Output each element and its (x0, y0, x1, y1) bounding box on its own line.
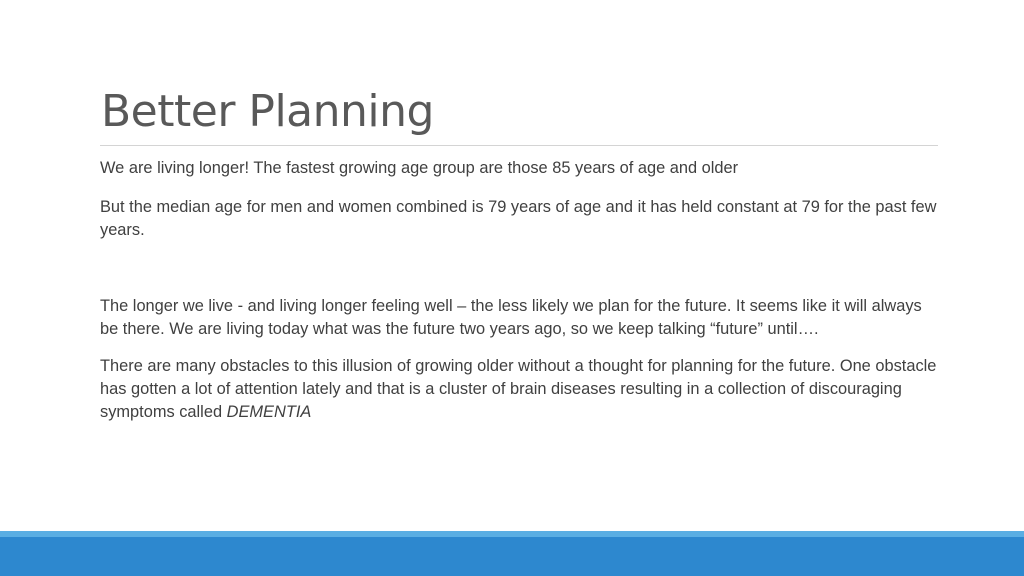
title-divider (100, 145, 938, 146)
slide-body (100, 157, 938, 424)
slide-title: Better Planning (101, 86, 434, 137)
footer-accent-bar (0, 537, 1024, 576)
paragraph-4-text: There are many obstacles to this illusion of growing older without a thought for planning for the future. One obstacle has gotten a lot of attention lately and that is a cluster of brain diseases resulting in a collection of discouraging symptoms called (100, 357, 937, 421)
paragraph-4 (100, 355, 938, 424)
paragraph-1: We are living longer! The fastest growing age group are those 85 years of age and older (100, 159, 739, 177)
paragraph-3: The longer we live - and living longer feeling well – the less likely we plan for the future. It seems like it will always be there. We are living today what was the future two years ago, so we keep talking “future” until…. (100, 297, 922, 338)
emphasis-word: DEMENTIA (226, 403, 312, 421)
paragraph-2: But the median age for men and women combined is 79 years of age and it has held constant at 79 for the past few years. (100, 198, 937, 239)
